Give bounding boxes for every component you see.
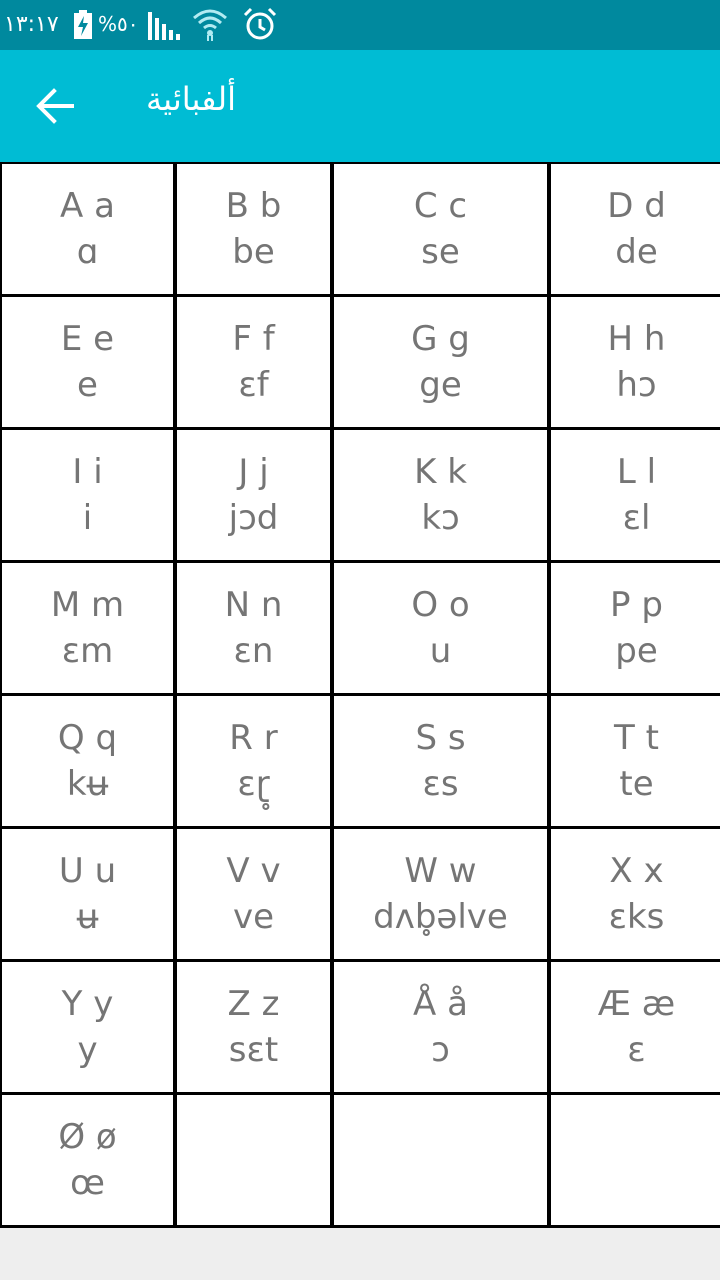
letter-pair: N n xyxy=(224,585,283,625)
letter-pair: V v xyxy=(226,851,281,891)
signal-icon xyxy=(146,10,182,40)
letter-pair: I i xyxy=(72,452,103,492)
letter-pronunciation: œ xyxy=(70,1163,105,1203)
letter-cell-d[interactable] xyxy=(551,164,720,294)
letter-pronunciation: hɔ xyxy=(616,365,657,405)
empty-cell xyxy=(177,1095,330,1225)
letter-cell-f[interactable] xyxy=(177,297,330,427)
status-bar xyxy=(0,0,720,50)
letter-cell-g[interactable] xyxy=(334,297,547,427)
letter-pair: Z z xyxy=(227,984,280,1024)
letter-cell-o-slash[interactable] xyxy=(2,1095,173,1225)
letter-pair: S s xyxy=(415,718,466,758)
back-button[interactable] xyxy=(26,76,86,136)
wifi-icon xyxy=(192,6,228,42)
letter-cell-w[interactable] xyxy=(334,829,547,959)
letter-pronunciation: ɛs xyxy=(422,764,459,804)
letter-pair: O o xyxy=(411,585,470,625)
letter-pair: Å å xyxy=(413,984,468,1024)
letter-pronunciation: ɑ xyxy=(76,232,99,272)
letter-pair: A a xyxy=(60,186,115,226)
letter-cell-ae[interactable] xyxy=(551,962,720,1092)
letter-pair: Y y xyxy=(61,984,114,1024)
letter-cell-m[interactable] xyxy=(2,563,173,693)
letter-pair: Ø ø xyxy=(58,1117,117,1157)
letter-pair: D d xyxy=(607,186,666,226)
letter-pronunciation: sɛt xyxy=(228,1030,279,1070)
letter-pair: U u xyxy=(58,851,117,891)
letter-pronunciation: te xyxy=(619,764,654,804)
letter-pronunciation: u xyxy=(429,631,452,671)
page-title: ألفبائية xyxy=(146,80,236,118)
letter-pronunciation: jɔd xyxy=(228,498,279,538)
letter-pronunciation: de xyxy=(615,232,658,272)
alarm-icon xyxy=(242,6,278,42)
letter-pronunciation: y xyxy=(77,1030,98,1070)
app-bar xyxy=(0,50,720,162)
letter-pronunciation: ge xyxy=(419,365,462,405)
letter-cell-c[interactable] xyxy=(334,164,547,294)
letter-pair: B b xyxy=(225,186,282,226)
letter-pronunciation: ɛɽ̥ xyxy=(237,764,270,804)
letter-cell-x[interactable] xyxy=(551,829,720,959)
letter-cell-p[interactable] xyxy=(551,563,720,693)
letter-cell-k[interactable] xyxy=(334,430,547,560)
empty-cell xyxy=(551,1095,720,1225)
letter-pronunciation: ɛ xyxy=(627,1030,646,1070)
letter-cell-a[interactable] xyxy=(2,164,173,294)
letter-cell-z[interactable] xyxy=(177,962,330,1092)
letter-pair: F f xyxy=(232,319,275,359)
letter-pronunciation: kɔ xyxy=(421,498,460,538)
letter-cell-t[interactable] xyxy=(551,696,720,826)
letter-pronunciation: se xyxy=(421,232,460,272)
letter-pair: R r xyxy=(229,718,278,758)
letter-pair: L l xyxy=(616,452,657,492)
letter-pair: C c xyxy=(413,186,468,226)
letter-cell-v[interactable] xyxy=(177,829,330,959)
letter-pair: G g xyxy=(411,319,470,359)
letter-pronunciation: ɛm xyxy=(61,631,114,671)
letter-pronunciation: kʉ xyxy=(66,764,109,804)
letter-pair: M m xyxy=(50,585,125,625)
letter-cell-q[interactable] xyxy=(2,696,173,826)
letter-pair: K k xyxy=(414,452,467,492)
letter-pronunciation: i xyxy=(82,498,93,538)
letter-pronunciation: ɛl xyxy=(622,498,651,538)
letter-cell-s[interactable] xyxy=(334,696,547,826)
letter-pair: W w xyxy=(404,851,477,891)
letter-cell-r[interactable] xyxy=(177,696,330,826)
letter-cell-o[interactable] xyxy=(334,563,547,693)
letter-pronunciation: e xyxy=(77,365,98,405)
letter-pair: P p xyxy=(610,585,663,625)
letter-pronunciation: ve xyxy=(232,897,275,937)
letter-pair: E e xyxy=(60,319,115,359)
battery-charging-icon xyxy=(73,10,93,40)
empty-cell xyxy=(334,1095,547,1225)
letter-pair: Æ æ xyxy=(597,984,676,1024)
letter-cell-n[interactable] xyxy=(177,563,330,693)
alphabet-grid xyxy=(0,162,720,1228)
letter-cell-i[interactable] xyxy=(2,430,173,560)
letter-pair: T t xyxy=(614,718,659,758)
letter-pair: Q q xyxy=(57,718,118,758)
letter-cell-u[interactable] xyxy=(2,829,173,959)
letter-cell-e[interactable] xyxy=(2,297,173,427)
letter-pronunciation: pe xyxy=(615,631,658,671)
letter-pronunciation: be xyxy=(232,232,275,272)
status-time: ١٣:١٧ xyxy=(4,12,59,37)
letter-pronunciation: ɔ xyxy=(431,1030,450,1070)
letter-pronunciation: ɛn xyxy=(233,631,274,671)
letter-cell-a-ring[interactable] xyxy=(334,962,547,1092)
letter-cell-h[interactable] xyxy=(551,297,720,427)
battery-percent: %٥٠ xyxy=(98,12,139,36)
arrow-left-icon xyxy=(26,76,86,136)
letter-cell-b[interactable] xyxy=(177,164,330,294)
letter-pronunciation: dʌb̥əlve xyxy=(373,897,508,937)
letter-pronunciation: ɛf xyxy=(238,365,269,405)
letter-cell-l[interactable] xyxy=(551,430,720,560)
letter-pronunciation: ʉ xyxy=(76,897,99,937)
letter-pair: X x xyxy=(609,851,664,891)
letter-pair: J j xyxy=(238,452,269,492)
letter-cell-j[interactable] xyxy=(177,430,330,560)
letter-cell-y[interactable] xyxy=(2,962,173,1092)
letter-pair: H h xyxy=(607,319,666,359)
letter-pronunciation: ɛks xyxy=(608,897,665,937)
